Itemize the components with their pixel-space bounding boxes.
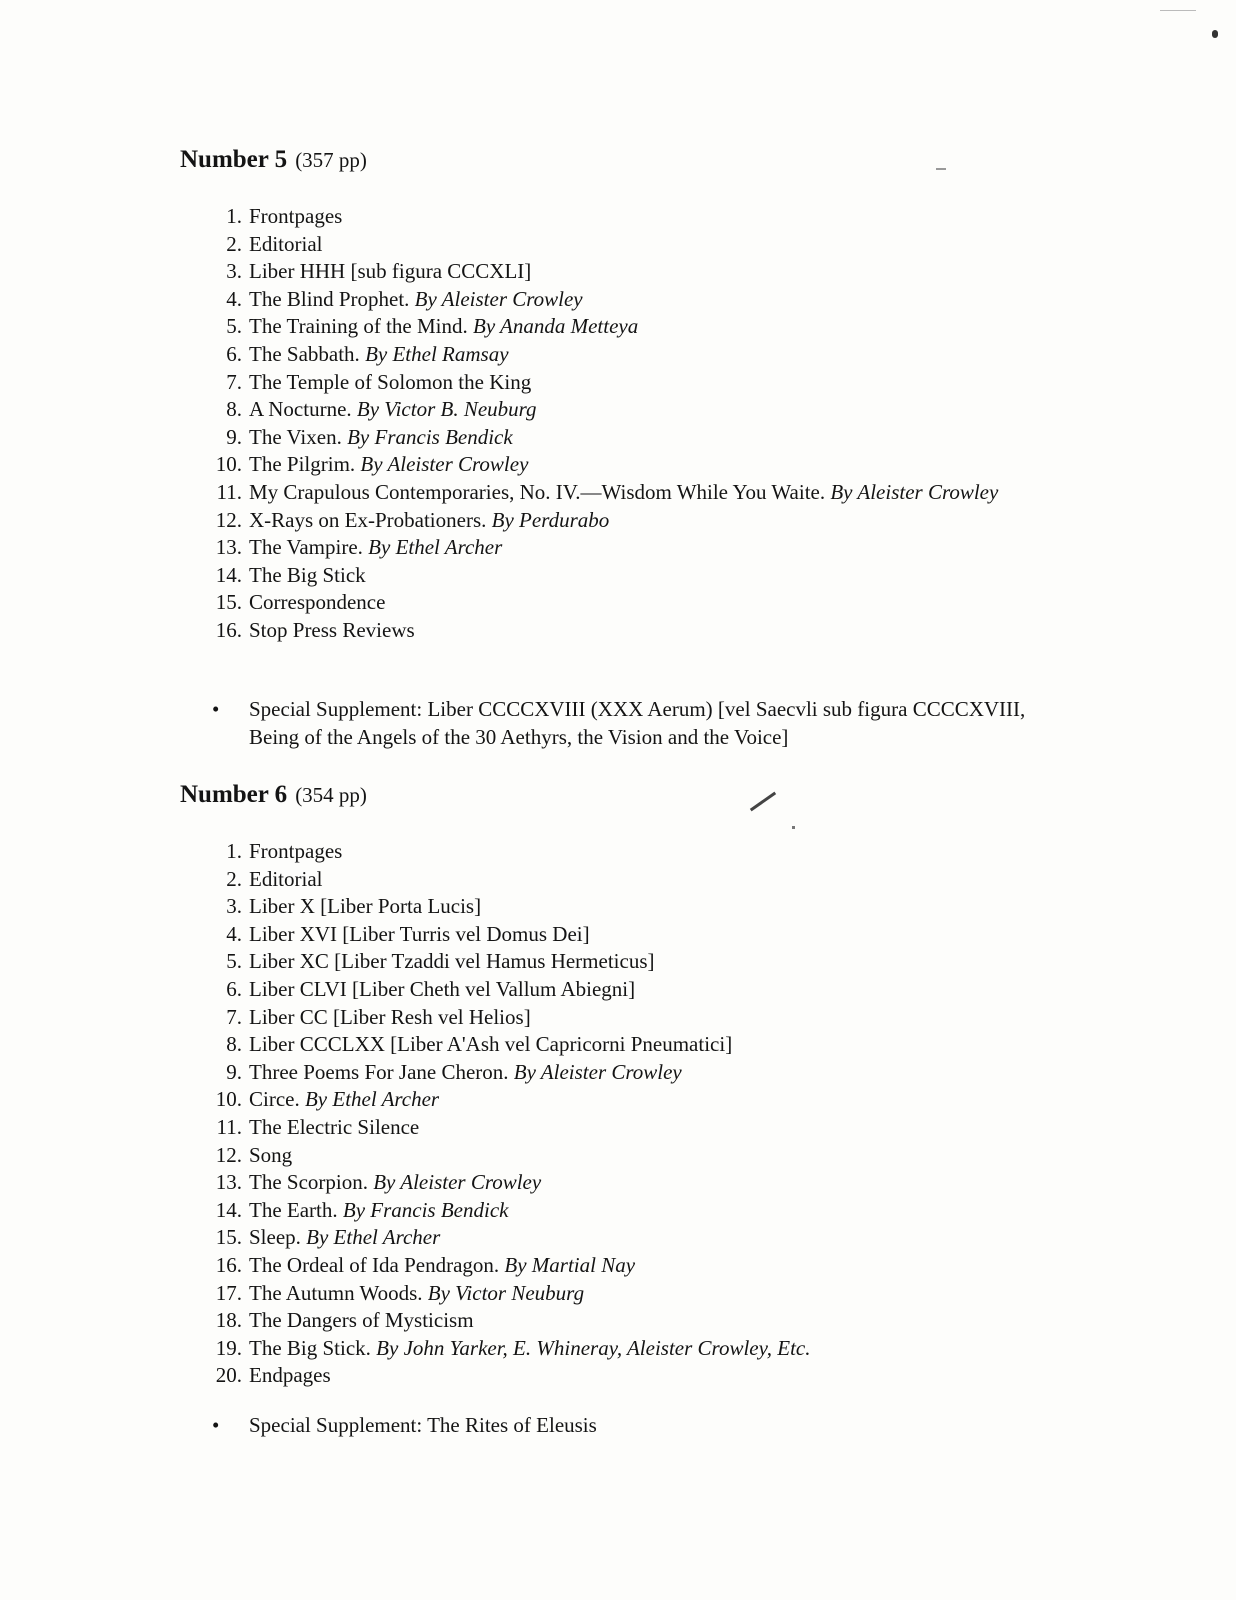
list-item [212,1031,1052,1059]
item-number: 8 . [212,1031,242,1059]
contents-list-number-6 [212,838,1052,1390]
item-number: 6 . [212,341,242,369]
contents-list-number-5 [212,203,1052,645]
item-author: By John Yarker, E. Whineray, Aleister Crowley, Etc. [376,1335,811,1360]
item-number: 9 . [212,424,242,452]
list-item [212,396,1052,424]
list-item [212,1197,1052,1225]
list-item [212,203,1052,231]
scan-speck [1160,10,1196,11]
item-number: 11 . [212,479,242,507]
item-number: 2 . [212,231,242,259]
item-author: By Francis Bendick [347,424,513,449]
item-number: 3 . [212,258,242,286]
item-author: By Perdurabo [491,507,610,532]
item-title: A Nocturne. [249,397,352,422]
list-item [212,258,1052,286]
item-title: The Autumn Woods. [249,1280,423,1305]
item-number: 15 . [212,589,242,617]
list-item [212,451,1052,479]
item-author: By Ananda Metteya [473,314,639,339]
item-number: 6 . [212,976,242,1004]
special-supplement-number-6 [212,1412,1069,1440]
list-item [212,866,1052,894]
list-item [212,1114,1052,1142]
supplement-text: Special Supplement: Liber CCCCXVIII (XXX Aerum) [vel Saecvli sub figura CCCCXVIII, Being of the Angels of the 30 Aethyrs, the Vision and the Voice] [249,697,1026,749]
item-author: By Ethel Ramsay [365,341,509,366]
item-number: 10 . [212,451,242,479]
item-title: The Training of the Mind. [249,314,468,339]
scan-speck [936,168,946,170]
list-item [212,1307,1052,1335]
list-item [212,1362,1052,1390]
list-item [212,976,1052,1004]
item-title: Frontpages [249,839,343,863]
item-author: By Aleister Crowley [513,1059,682,1084]
item-number: 1 . [212,838,242,866]
item-title: The Dangers of Mysticism [249,1308,474,1333]
item-number: 5 . [212,313,242,341]
item-number: 11 . [212,1114,242,1142]
item-title: The Scorpion. [249,1170,368,1195]
list-item [212,1059,1052,1087]
item-title: Song [249,1142,293,1167]
bullet-icon: • [212,1413,220,1437]
item-number: 14 . [212,1197,242,1225]
list-item [212,589,1052,617]
item-number: 16 . [212,1252,242,1280]
item-title: Sleep. [249,1225,301,1250]
item-number: 14 . [212,562,242,590]
item-author: By Ethel Archer [306,1225,441,1250]
list-item [212,534,1052,562]
item-number: 12 . [212,507,242,535]
item-title: The Earth. [249,1197,338,1222]
list-item [212,313,1052,341]
scan-speck [750,792,776,812]
section-page-count: (357 pp) [295,148,367,172]
item-number: 9 . [212,1059,242,1087]
scan-speck [792,826,795,829]
list-item [212,1169,1052,1197]
list-item [212,1335,1052,1363]
list-item [212,231,1052,259]
item-title: The Sabbath. [249,341,360,366]
item-title: Liber HHH [sub figura CCCXLI] [249,259,532,284]
item-number: 18 . [212,1307,242,1335]
list-item [212,286,1052,314]
item-title: The Pilgrim. [249,452,356,477]
list-item [212,921,1052,949]
item-number: 16 . [212,617,242,645]
item-author: By Victor B. Neuburg [356,397,537,422]
scan-speck [1212,30,1218,38]
item-number: 20 . [212,1362,242,1390]
item-author: By Ethel Archer [304,1087,440,1112]
item-title: Liber XVI [Liber Turris vel Domus Dei] [249,921,590,946]
bullet-icon: • [212,697,220,721]
item-title: Liber XC [Liber Tzaddi vel Hamus Hermeticus] [249,949,655,974]
item-author: By Victor Neuburg [427,1280,585,1305]
list-item [212,1224,1052,1252]
item-title: X-Rays on Ex-Probationers. [249,507,487,532]
item-title: Frontpages [249,204,343,228]
item-title: Editorial [249,231,323,256]
item-author: By Aleister Crowley [360,452,529,477]
item-number: 4 . [212,286,242,314]
item-author: By Francis Bendick [342,1197,509,1222]
item-title: Liber CC [Liber Resh vel Helios] [249,1004,531,1029]
list-item [212,838,1052,866]
item-number: 5 . [212,948,242,976]
item-title: Endpages [249,1363,331,1388]
item-number: 7 . [212,369,242,397]
supplement-text: Special Supplement: The Rites of Eleusis [249,1413,597,1437]
special-supplement-number-5 [212,696,1069,751]
item-title: The Electric Silence [249,1114,420,1139]
item-title: The Temple of Solomon the King [249,369,532,394]
section-title: Number 6 [180,781,288,808]
list-item [212,948,1052,976]
item-number: 19 . [212,1335,242,1363]
item-number: 1 . [212,203,242,231]
item-number: 10 . [212,1086,242,1114]
list-item [212,369,1052,397]
list-item [212,507,1052,535]
section-title: Number 5 [180,146,288,173]
item-number: 7 . [212,1004,242,1032]
list-item [212,1280,1052,1308]
item-title: Liber CLVI [Liber Cheth vel Vallum Abiegni] [249,976,636,1001]
item-title: The Vampire. [249,535,363,560]
list-item [212,1086,1052,1114]
item-title: The Big Stick [249,562,366,587]
item-number: 4 . [212,921,242,949]
item-number: 12 . [212,1142,242,1170]
list-item [212,1252,1052,1280]
list-item [212,479,1052,507]
item-author: By Ethel Archer [368,535,503,560]
item-author: By Aleister Crowley [830,479,999,504]
item-number: 13 . [212,1169,242,1197]
item-title: My Crapulous Contemporaries, No. IV.—Wisdom While You Waite. [249,479,826,504]
item-title: Correspondence [249,590,386,615]
item-title: Stop Press Reviews [249,617,415,642]
item-number: 2 . [212,866,242,894]
item-title: The Vixen. [249,424,342,449]
list-item [212,1004,1052,1032]
list-item [212,562,1052,590]
section-page-count: (354 pp) [295,783,367,807]
list-item [212,424,1052,452]
item-number: 13 . [212,534,242,562]
list-item [212,341,1052,369]
list-item [212,617,1052,645]
item-number: 3 . [212,893,242,921]
item-author: By Aleister Crowley [414,286,583,311]
item-title: Liber X [Liber Porta Lucis] [249,894,482,919]
item-title: Liber CCCLXX [Liber A'Ash vel Capricorni Pneumatici] [249,1032,733,1057]
item-author: By Aleister Crowley [373,1170,542,1195]
section-heading-number-6 [180,781,367,809]
list-item [212,893,1052,921]
section-heading-number-5 [180,146,367,174]
item-title: The Ordeal of Ida Pendragon. [249,1252,500,1277]
item-title: Editorial [249,866,323,891]
item-title: Three Poems For Jane Cheron. [249,1059,509,1084]
item-title: The Blind Prophet. [249,286,410,311]
item-number: 8 . [212,396,242,424]
item-title: Circe. [249,1087,300,1112]
item-author: By Martial Nay [504,1252,636,1277]
item-title: The Big Stick. [249,1335,371,1360]
list-item [212,1142,1052,1170]
item-number: 15 . [212,1224,242,1252]
item-number: 17 . [212,1280,242,1308]
